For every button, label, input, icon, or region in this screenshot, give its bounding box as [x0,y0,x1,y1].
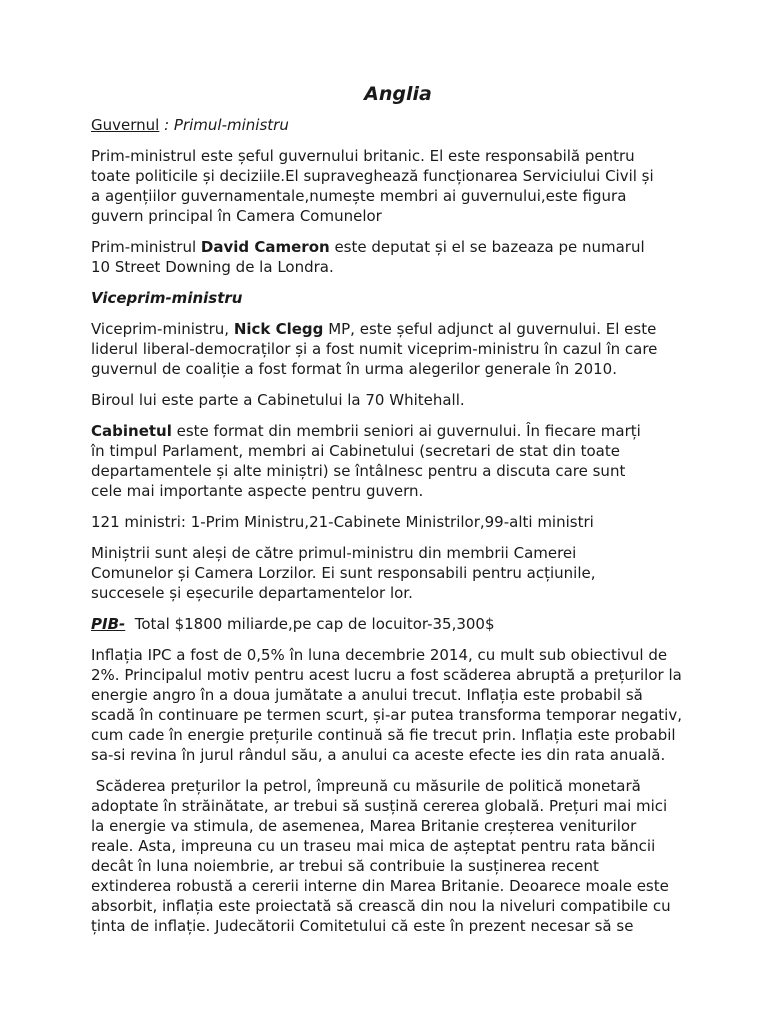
text-line: în timpul Parlament, membri ai Cabinetului (secretari de stat din toate [91,442,620,460]
text-line: 121 ministri: 1-Prim Ministru,21-Cabinete Ministrilor,99-alti ministri [91,513,594,531]
name-nick-clegg: Nick Clegg [233,320,324,338]
text-line: Comunelor și Camera Lorzilor. Ei sunt responsabili pentru acțiunile, [91,564,596,582]
text-line [91,319,691,339]
text-line: la energie va stimula, de asemenea, Marea Britanie creșterea veniturilor [91,817,637,835]
text-line [91,614,691,634]
paragraph-ministri-count [91,512,691,532]
text-fragment: este format din membrii seniori ai guvernului. În fiecare marți [171,422,641,440]
text-line: absorbit, inflația este proiectată să crească din nou la niveluri compatibile cu [91,897,671,915]
text-line: scadă în continuare pe termen scurt, și-ar putea transforma temporar negativ, [91,706,682,724]
text-line: guvernul de coaliție a fost format în urma alegerilor generale în 2010. [91,360,617,378]
paragraph-biroul [91,390,691,410]
section-heading-viceprim: Viceprim-ministru [91,289,243,307]
paragraph-david-cameron [91,237,691,277]
text-line: Biroul lui este parte a Cabinetului la 70 Whitehall. [91,391,465,409]
paragraph-nick-clegg [91,319,691,379]
text-line: succesele și eșecurile departamentelor lor. [91,584,413,602]
text-line: ținta de inflație. Judecătorii Comitetului că este în prezent necesar să se [91,917,634,935]
text-line: departamentele și alte miniștri) se întâlnesc pentru a discuta care sunt [91,462,626,480]
paragraph-pib [91,614,691,634]
text-fragment: Prim-ministrul [91,238,201,256]
text-line: 2%. Principalul motiv pentru acest lucru a fost scăderea abruptă a prețurilor la [91,666,682,684]
text-line: sa-si revina în jurul rândul său, a anului ca aceste efecte ies din rata anuală. [91,746,666,764]
text-line: a agențiilor guvernamentale,numește membri ai guvernului,este figura [91,187,627,205]
term-cabinetul: Cabinetul [91,422,172,440]
text-line: cele mai importante aspecte pentru guvern. [91,482,424,500]
pib-value: Total $1800 miliarde,pe cap de locuitor-35,300$ [125,615,495,633]
paragraph-ministrii-alesi [91,543,691,603]
paragraph-scaderea-preturilor [91,776,691,936]
heading-primul-ministru: : Primul-ministru [159,116,289,134]
paragraph-cabinetul [91,421,691,501]
text-line: guvern principal în Camera Comunelor [91,207,382,225]
text-fragment: Viceprim-ministru, [91,320,234,338]
text-line: toate politicile și deciziile.El supraveghează funcționarea Serviciului Civil și [91,167,654,185]
text-fragment: MP, este șeful adjunct al guvernului. El este [323,320,657,338]
text-line [91,421,691,441]
text-line: Prim-ministrul este șeful guvernului britanic. El este responsabilă pentru [91,147,635,165]
text-line [91,237,691,257]
paragraph-prim-ministru [91,146,691,226]
text-line: Scăderea prețurilor la petrol, împreună cu măsurile de politică monetară [91,777,641,795]
text-line: energie angro în a doua jumătate a anului trecut. Inflația este probabil să [91,686,643,704]
text-line: decât în luna noiembrie, ar trebui să contribuie la susținerea recent [91,857,599,875]
page-title: Anglia [364,83,432,105]
text-line: Inflația IPC a fost de 0,5% în luna decembrie 2014, cu mult sub obiectivul de [91,646,668,664]
text-line: reale. Asta, impreuna cu un traseu mai mica de așteptat pentru rata băncii [91,837,656,855]
paragraph-inflatia [91,645,691,765]
text-line: liderul liberal-democraților și a fost numit viceprim-ministru în cazul în care [91,340,658,358]
text-line: cum cade în energie prețurile continuă să fie trecut prin. Inflația este probabil [91,726,676,744]
text-line: 10 Street Downing de la Londra. [91,258,334,276]
heading-guvernul-word: Guvernul [91,116,160,134]
document-page [91,84,691,947]
text-line: adoptate în străinătate, ar trebui să susțină cererea globală. Prețuri mai mici [91,797,668,815]
name-david-cameron: David Cameron [200,238,330,256]
section-heading-guvernul [91,115,691,135]
text-line: Miniștrii sunt aleși de către primul-ministru din membrii Camerei [91,544,577,562]
text-line: extinderea robustă a cererii interne din Marea Britanie. Deoarece moale este [91,877,669,895]
label-pib: PIB- [91,615,126,633]
text-fragment: este deputat și el se bazeaza pe numarul [329,238,645,256]
